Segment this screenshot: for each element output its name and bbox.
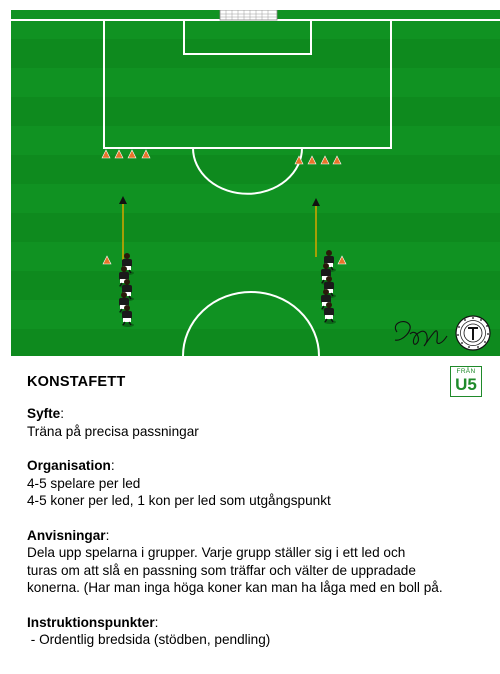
drill-title: KONSTAFETT [27, 374, 126, 390]
section-text: - Ordentlig bredsida (stödben, pendling) [27, 632, 271, 647]
section-text: turas om att slå en passning som träffar och välter de uppradade [27, 562, 416, 578]
section-syfte: Syfte: Träna på precisa passningar [27, 405, 487, 440]
section-heading: Anvisningar [27, 527, 106, 543]
section-text: konerna. (Har man inga höga koner kan man ha låga med en boll på. [27, 580, 443, 595]
badge-level: U5 [455, 375, 477, 394]
drill-description [27, 405, 487, 666]
drill-diagram [11, 10, 500, 356]
section-heading: Organisation [27, 458, 111, 473]
section-heading: Syfte [27, 406, 61, 421]
section-text: Träna på precisa passningar [27, 423, 199, 439]
section-instruktionspunkter: Instruktionspunkter: - Ordentlig bredsida (stödben, pendling) [27, 614, 487, 649]
section-heading: Instruktionspunkter [27, 614, 155, 630]
badge-from-label: FRÅN [456, 368, 476, 375]
club-logo [456, 316, 490, 350]
section-text: Dela upp spelarna i grupper. Varje grupp ställer sig i ett led och [27, 545, 406, 560]
section-text: 4-5 spelare per led [27, 475, 141, 491]
section-text: 4-5 koner per led, 1 kon per led som utgångspunkt [27, 493, 331, 508]
age-badge [450, 366, 482, 397]
goal-icon [220, 10, 277, 20]
section-organisation: Organisation: 4-5 spelare per led 4-5 koner per led, 1 kon per led som utgångspunkt [27, 457, 487, 510]
section-anvisningar: Anvisningar: Dela upp spelarna i grupper. Varje grupp ställer sig i ett led och turas om att slå en passning som träffar och välter de uppradade konerna. (Har man inga höga koner kan man ha låga med en boll på. [27, 527, 487, 597]
